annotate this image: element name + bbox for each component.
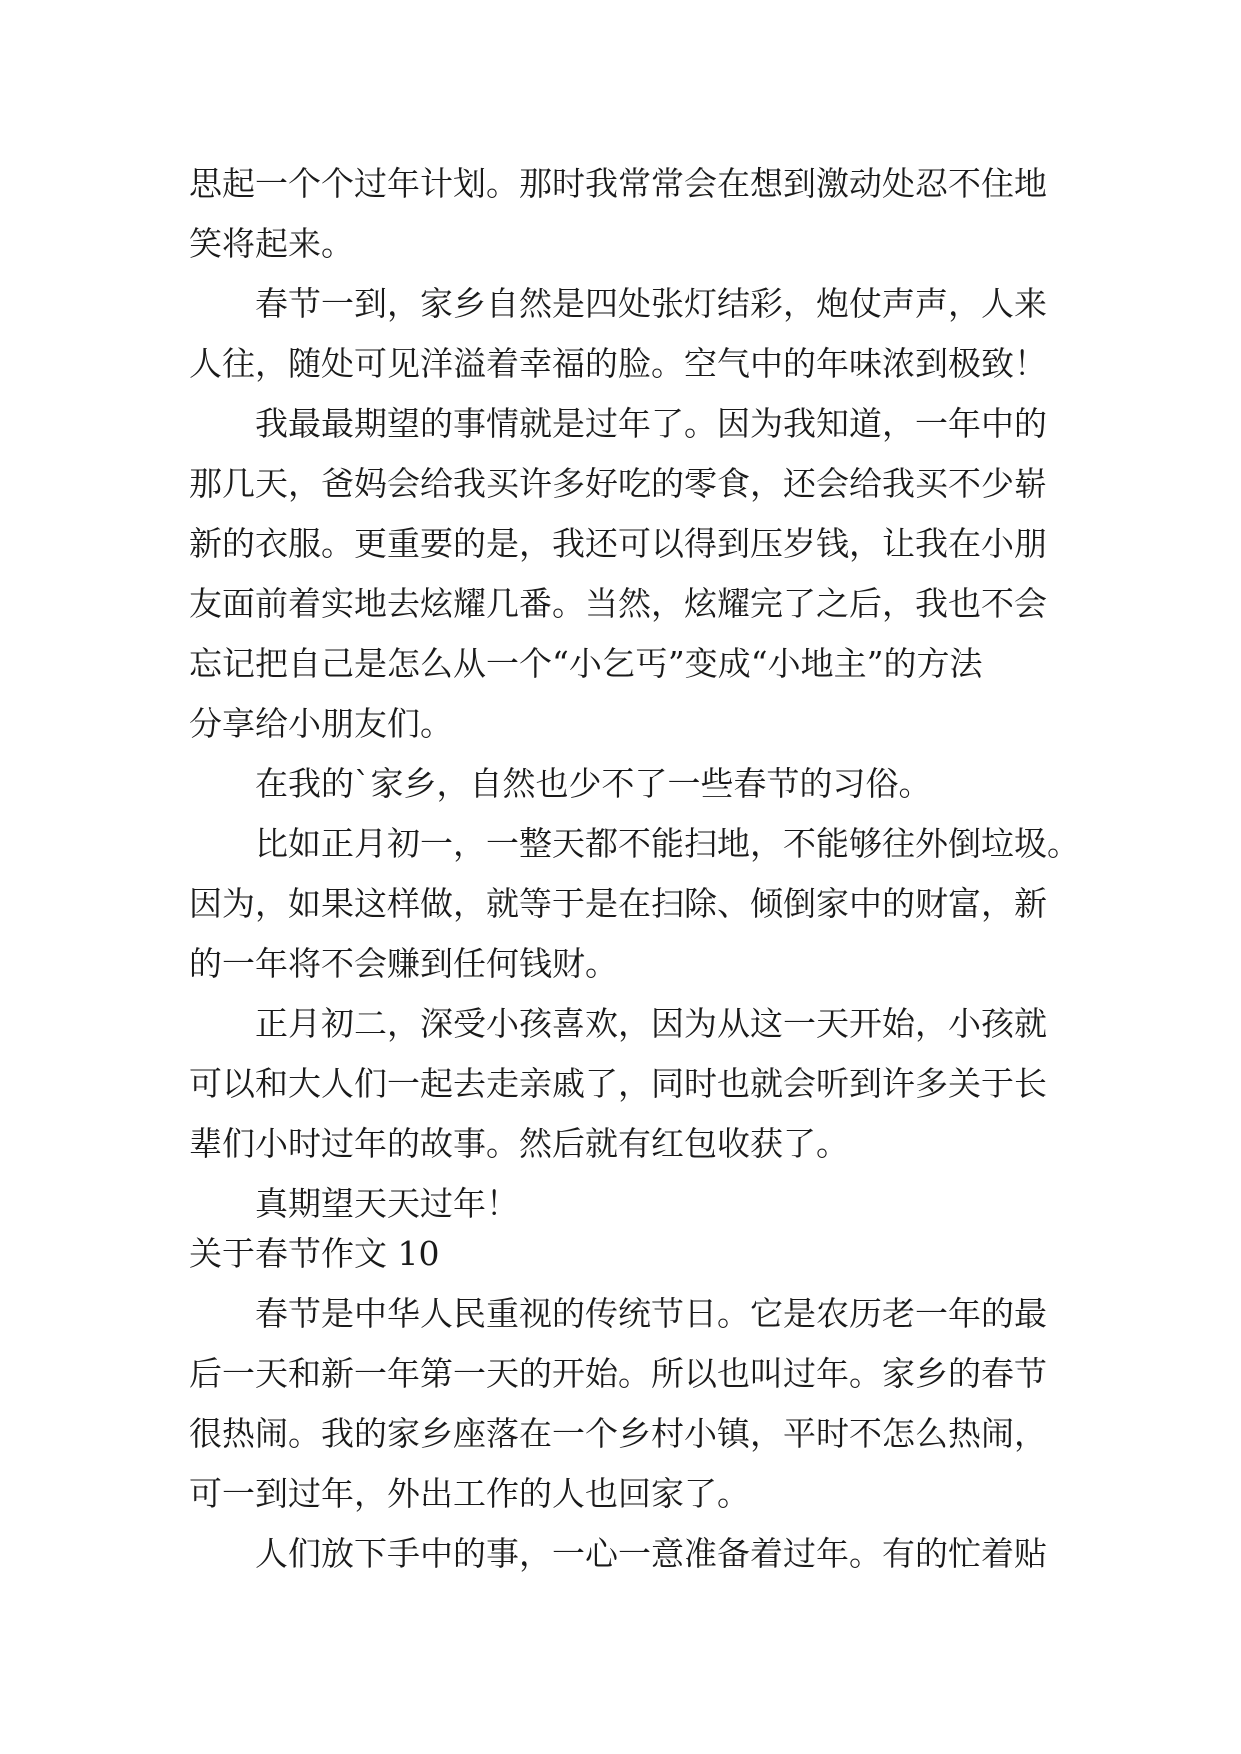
- text-line: 分享给小朋友们。: [189, 704, 453, 743]
- text-line: 的一年将不会赚到任何钱财。: [189, 944, 618, 983]
- text-line: 辈们小时过年的故事。然后就有红包收获了。: [189, 1124, 849, 1163]
- text-line: 笑将起来。: [189, 224, 354, 263]
- section-heading: 关于春节作文 10: [189, 1234, 440, 1273]
- text-line: 后一天和新一年第一天的开始。所以也叫过年。家乡的春节: [189, 1354, 1047, 1393]
- text-line: 因为，如果这样做，就等于是在扫除、倾倒家中的财富，新: [189, 884, 1047, 923]
- text-line: 人往，随处可见洋溢着幸福的脸。空气中的年味浓到极致！: [189, 344, 1047, 383]
- text-line: 在我的`家乡，自然也少不了一些春节的习俗。: [255, 764, 932, 803]
- text-line: 友面前着实地去炫耀几番。当然，炫耀完了之后，我也不会: [189, 584, 1047, 623]
- text-line: 很热闹。我的家乡座落在一个乡村小镇，平时不怎么热闹，: [189, 1414, 1047, 1453]
- text-line: 那几天，爸妈会给我买许多好吃的零食，还会给我买不少崭: [189, 464, 1047, 503]
- text-line: 春节是中华人民重视的传统节日。它是农历老一年的最: [255, 1294, 1047, 1333]
- text-line: 可以和大人们一起去走亲戚了，同时也就会听到许多关于长: [189, 1064, 1047, 1103]
- text-line: 思起一个个过年计划。那时我常常会在想到激动处忍不住地: [189, 164, 1047, 203]
- text-line: 忘记把自己是怎么从一个“小乞丐”变成“小地主”的方法: [189, 644, 983, 683]
- text-line: 正月初二，深受小孩喜欢，因为从这一天开始，小孩就: [255, 1004, 1047, 1043]
- text-line: 真期望天天过年！: [255, 1184, 519, 1223]
- text-line: 可一到过年，外出工作的人也回家了。: [189, 1474, 750, 1513]
- text-line: 我最最期望的事情就是过年了。因为我知道，一年中的: [255, 404, 1047, 443]
- text-line: 春节一到，家乡自然是四处张灯结彩，炮仗声声，人来: [255, 284, 1047, 323]
- text-line: 比如正月初一，一整天都不能扫地，不能够往外倒垃圾。: [255, 824, 1080, 863]
- text-line: 新的衣服。更重要的是，我还可以得到压岁钱，让我在小朋: [189, 524, 1047, 563]
- text-line: 人们放下手中的事，一心一意准备着过年。有的忙着贴: [255, 1534, 1047, 1573]
